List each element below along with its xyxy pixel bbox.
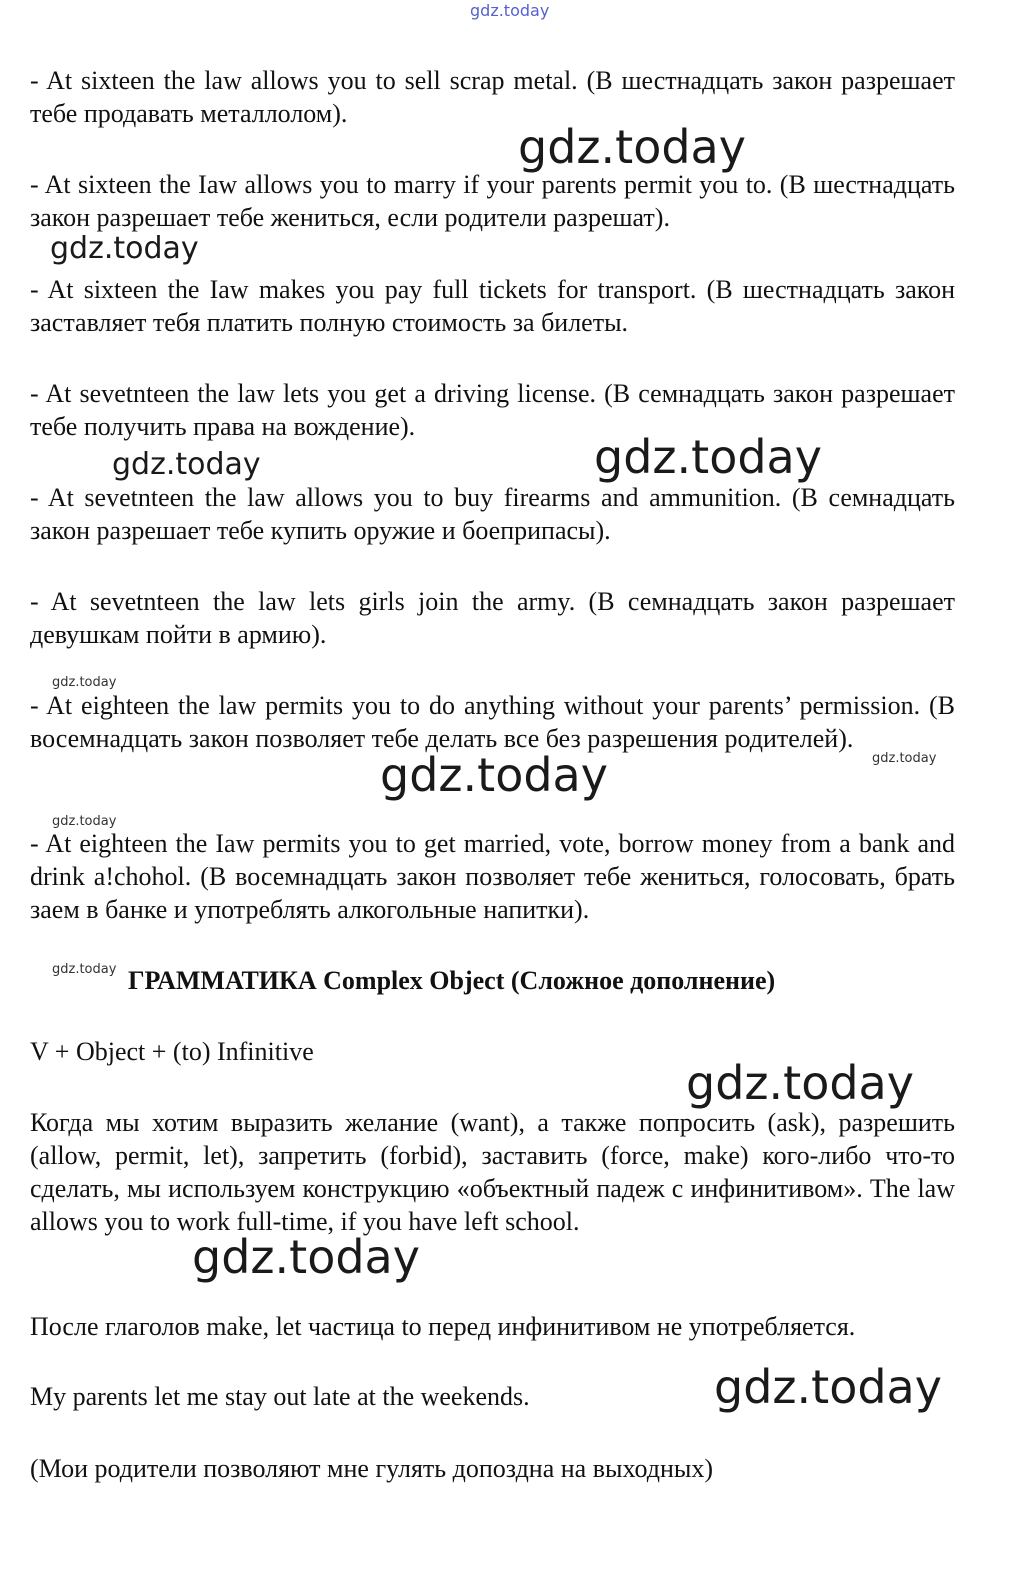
watermark: gdz.today [714, 1360, 942, 1414]
watermark: gdz.today [518, 120, 746, 174]
watermark: gdz.today [52, 814, 117, 829]
grammar-formula: V + Object + (to) Infinitive [30, 1037, 314, 1066]
watermark: gdz.today [50, 231, 199, 266]
grammar-note: После глаголов make, let частица to перед инфинитивом не употребляется. [30, 1312, 856, 1341]
watermark: gdz.today [380, 748, 608, 802]
grammar-translation: (Мои родители позволяют мне гулять допоздна на выходных) [30, 1454, 713, 1483]
paragraph-1: - At sixteen the law allows you to sell scrap metal. (В шестнадцать закон разрешает тебе продавать металлолом). [30, 66, 955, 128]
paragraph-5: - At sevetnteen the law allows you to buy firearms and ammunition. (В семнадцать закон разрешает тебе купить оружие и боеприпасы). [30, 483, 955, 545]
watermark: gdz.today [872, 751, 937, 766]
watermark: gdz.today [52, 962, 117, 977]
grammar-explanation: Когда мы хотим выразить желание (want), а также попросить (ask), разрешить (allow, permit, let), запретить (forbid), заставить (force, make) кого-либо что-то сделать, мы используем конструкцию «объектный падеж с инфинитивом». The law allows you to work full-time, if you have left school. [30, 1108, 955, 1236]
watermark: gdz.today [192, 1230, 420, 1284]
paragraph-6: - At sevetnteen the law lets girls join the army. (В семнадцать закон разрешает девушкам пойти в армию). [30, 587, 955, 649]
watermark: gdz.today [594, 430, 822, 484]
watermark-top: gdz.today [470, 1, 550, 20]
paragraph-8: - At eighteen the Iaw permits you to get married, vote, borrow money from a bank and drink a!chohol. (В восемнадцать закон позволяет тебе жениться, голосовать, брать заем в банке и употреблять алкогольные напитки). [30, 829, 955, 924]
watermark: gdz.today [52, 675, 117, 690]
paragraph-7: - At eighteen the law permits you to do anything without your parents’ permission. (В восемнадцать закон позволяет тебе делать все без разрешения родителей). [30, 691, 955, 753]
watermark: gdz.today [686, 1056, 914, 1110]
watermark: gdz.today [112, 447, 261, 482]
grammar-example: My parents let me stay out late at the weekends. [30, 1382, 530, 1411]
paragraph-2: - At sixteen the Iaw allows you to marry if your parents permit you to. (В шестнадцать закон разрешает тебе жениться, если родители разрешат). [30, 170, 955, 232]
grammar-heading: ГРАММАТИКА Complex Object (Сложное дополнение) [128, 966, 776, 995]
paragraph-4: - At sevetnteen the law lets you get a driving license. (В семнадцать закон разрешает тебе получить права на вождение). [30, 379, 955, 441]
paragraph-3: - At sixteen the Iaw makes you pay full tickets for transport. (В шестнадцать закон заставляет тебя платить полную стоимость за билеты. [30, 275, 955, 337]
